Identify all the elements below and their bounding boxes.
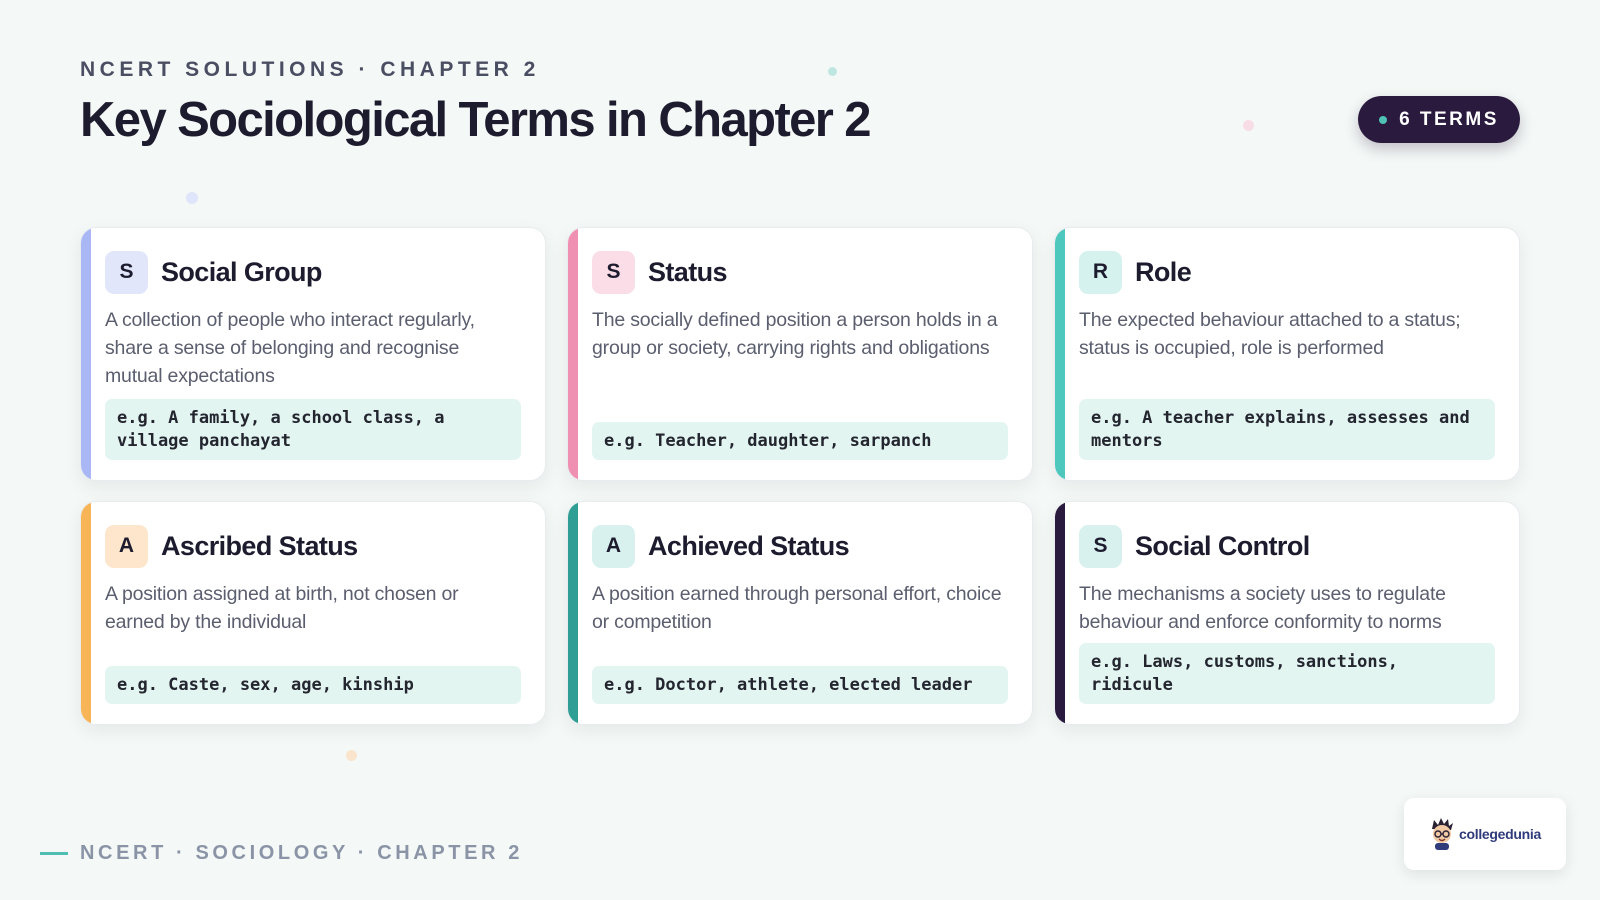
- term-example: e.g. Teacher, daughter, sarpanch: [592, 422, 1008, 460]
- footer-label: NCERT · SOCIOLOGY · CHAPTER 2: [80, 842, 523, 864]
- term-initial-badge: S: [105, 251, 148, 294]
- term-definition: The mechanisms a society uses to regulate behaviour and enforce conformity to norms: [1079, 583, 1446, 633]
- terms-grid: [80, 227, 1520, 725]
- badge-label: 6 TERMS: [1399, 108, 1499, 130]
- term-example: e.g. A teacher explains, assesses and mentors: [1079, 399, 1495, 460]
- term-example: e.g. A family, a school class, a village panchayat: [105, 399, 521, 460]
- mascot-icon: [1429, 817, 1455, 851]
- term-title: Social Group: [161, 256, 322, 287]
- decor-dot: [186, 192, 198, 204]
- term-card: [1054, 501, 1520, 725]
- card-accent-bar: [568, 502, 578, 724]
- term-title: Achieved Status: [648, 530, 850, 561]
- decor-dot: [346, 750, 357, 761]
- term-title: Role: [1135, 256, 1192, 287]
- terms-count-badge: [1358, 96, 1520, 143]
- term-card: [80, 501, 546, 725]
- brand-logo[interactable]: [1404, 798, 1566, 870]
- card-accent-bar: [81, 228, 91, 480]
- badge-dot-icon: [1379, 116, 1387, 124]
- card-accent-bar: [81, 502, 91, 724]
- brand-logo-text: collegedunia: [1459, 826, 1541, 842]
- term-initial-badge: A: [105, 525, 148, 568]
- term-title: Social Control: [1135, 530, 1310, 561]
- term-title: Ascribed Status: [161, 530, 358, 561]
- decor-dot: [828, 67, 837, 76]
- eyebrow-label: NCERT SOLUTIONS · CHAPTER 2: [80, 58, 540, 81]
- page-title: Key Sociological Terms in Chapter 2: [80, 93, 870, 147]
- term-definition: A position earned through personal effort, choice or competition: [592, 583, 1002, 633]
- card-accent-bar: [1055, 228, 1065, 480]
- term-example: e.g. Laws, customs, sanctions, ridicule: [1079, 643, 1495, 704]
- term-example: e.g. Caste, sex, age, kinship: [105, 666, 521, 704]
- footer-rule: [40, 852, 68, 855]
- term-title: Status: [648, 256, 727, 287]
- term-card: [567, 501, 1033, 725]
- footer: [40, 842, 523, 865]
- term-example: e.g. Doctor, athlete, elected leader: [592, 666, 1008, 704]
- term-initial-badge: S: [592, 251, 635, 294]
- term-card: [567, 227, 1033, 481]
- term-initial-badge: A: [592, 525, 635, 568]
- term-initial-badge: R: [1079, 251, 1122, 294]
- card-accent-bar: [568, 228, 578, 480]
- decor-dot: [1243, 120, 1254, 131]
- term-card: [1054, 227, 1520, 481]
- term-definition: The expected behaviour attached to a status; status is occupied, role is performed: [1079, 309, 1461, 359]
- term-definition: A position assigned at birth, not chosen or earned by the individual: [105, 583, 459, 633]
- term-definition: The socially defined position a person holds in a group or society, carrying rights and obligations: [592, 309, 998, 359]
- term-initial-badge: S: [1079, 525, 1122, 568]
- term-definition: A collection of people who interact regularly, share a sense of belonging and recognise mutual expectations: [105, 309, 475, 387]
- term-card: [80, 227, 546, 481]
- card-accent-bar: [1055, 502, 1065, 724]
